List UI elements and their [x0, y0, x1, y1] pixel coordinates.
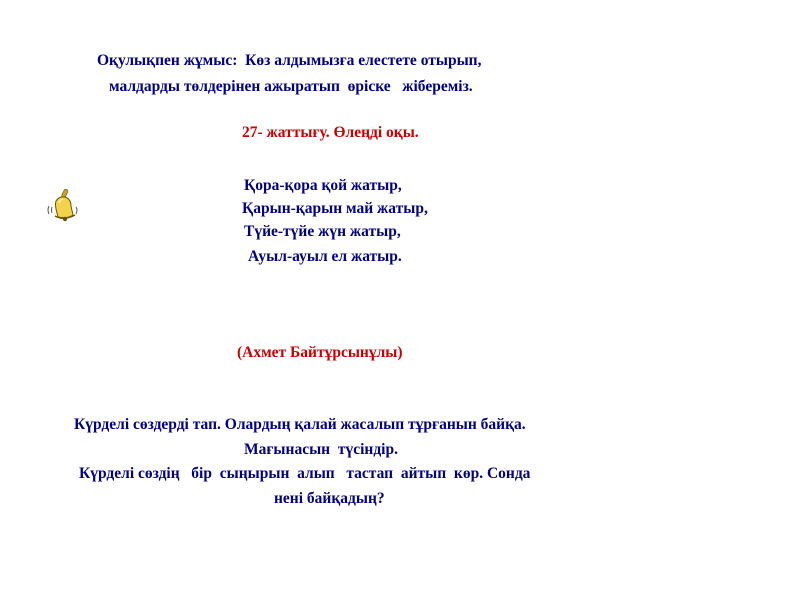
- task-line-1: Күрделі сөздерді тап. Олардың қалай жасалып тұрғанын байқа.: [74, 416, 526, 433]
- poem-line-2: Қарын-қарын май жатыр,: [242, 200, 428, 217]
- intro-line-1: Оқулықпен жұмыс: Көз алдымызға елестете отырып,: [97, 52, 482, 69]
- task-line-2: Мағынасын түсіндір.: [244, 441, 398, 458]
- poem-line-4: Ауыл-ауыл ел жатыр.: [248, 248, 402, 265]
- task-line-4: нені байқадың?: [274, 490, 385, 507]
- task-line-3: Күрделі сөздің бір сыңырын алып тастап айтып көр. Сонда: [79, 465, 531, 482]
- poem-line-1: Қора-қора қой жатыр,: [244, 177, 402, 194]
- intro-line-2: малдарды төлдерінен ажыратып өріске жібереміз.: [109, 78, 473, 95]
- exercise-title: 27- жаттығу. Өлеңді оқы.: [242, 124, 419, 141]
- poem-author: (Ахмет Байтұрсынұлы): [237, 344, 403, 361]
- bell-icon[interactable]: [46, 187, 80, 225]
- poem-line-3: Түйе-түйе жүн жатыр,: [244, 223, 401, 240]
